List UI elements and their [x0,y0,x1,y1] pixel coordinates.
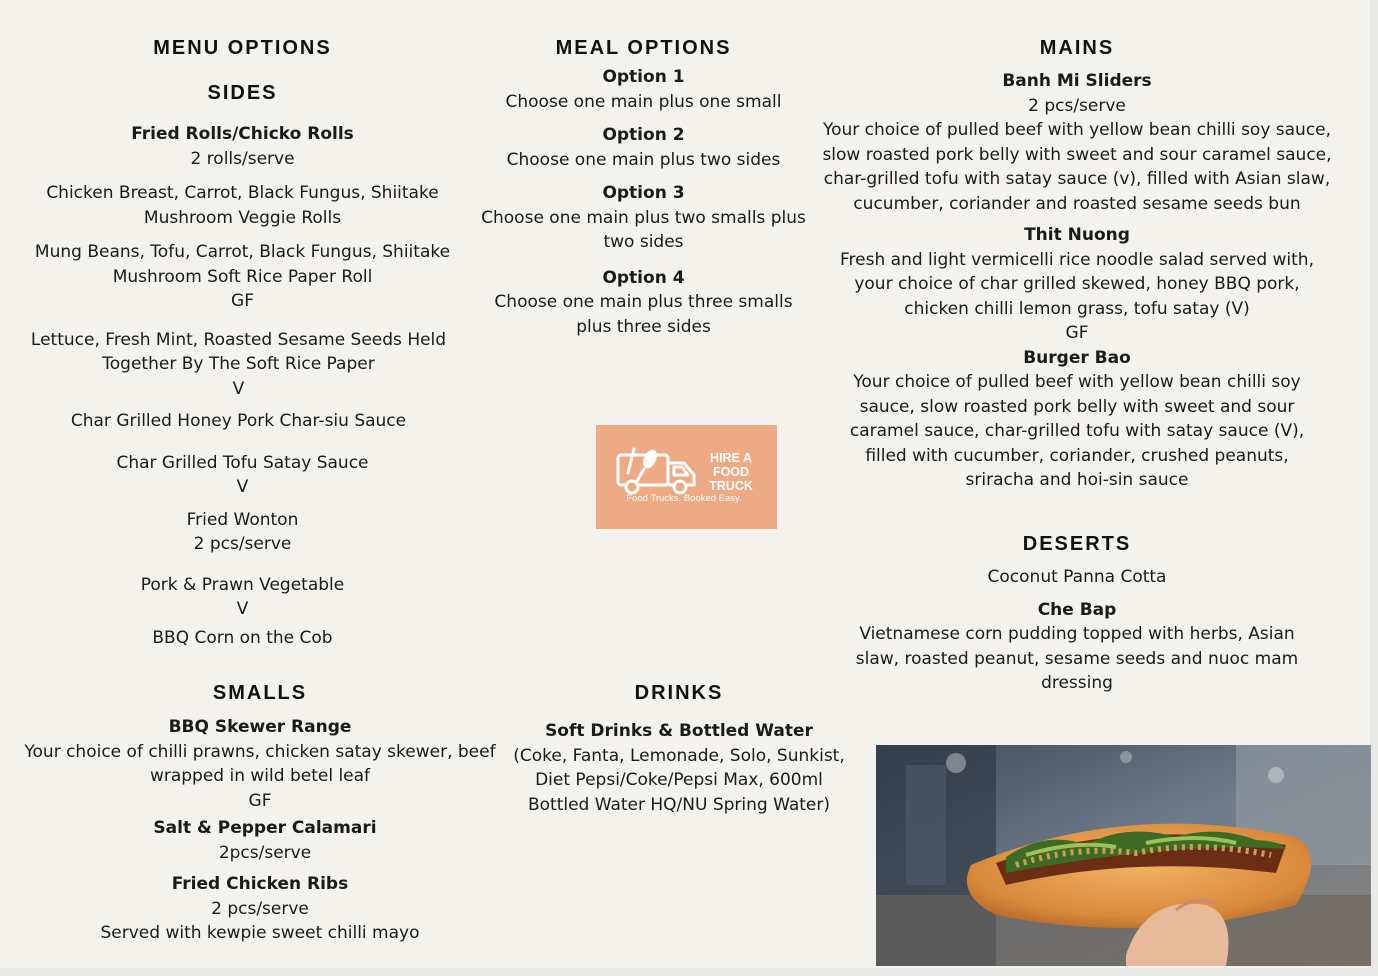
mains-section [808,37,1346,493]
option-desc: Choose one main plus three smalls [494,292,793,312]
small-item-name: Fried Chicken Ribs [171,874,349,894]
hire-a-food-truck-logo [596,425,777,529]
dietary-tag: GF [231,291,254,311]
drinks-heading: DRINKS [634,682,724,704]
main-item-line: char-grilled tofu with satay sauce (v), filled with Asian slaw, [823,169,1331,189]
side-item-line: Fried Wonton [186,509,299,530]
option-title: Option 2 [602,125,685,145]
drink-item-name: Soft Drinks & Bottled Water [545,721,813,741]
main-item-line: Your choice of pulled beef with yellow bean chilli soy sauce, [822,120,1332,140]
side-item-line: Lettuce, Fresh Mint, Roasted Sesame Seeds Held [30,329,447,350]
deserts-section [808,533,1346,696]
meal-options-section [470,37,817,339]
logo-line: TRUCK [709,479,753,493]
main-item-line: your choice of char grilled skewed, honey BBQ pork, [854,274,1300,294]
option-title: Option 3 [602,183,685,203]
small-item-name: BBQ Skewer Range [168,717,352,737]
drink-item-line: Bottled Water HQ/NU Spring Water) [527,794,831,815]
logo-line: HIRE A [710,451,752,465]
side-item-line: Char Grilled Honey Pork Char-siu Sauce [70,411,407,431]
smalls-section [20,682,500,946]
desert-item-name: Che Bap [1037,599,1117,620]
main-item-name: Banh Mi Sliders [1002,71,1152,91]
main-item-line: Your choice of pulled beef with yellow bean chilli soy [853,372,1301,392]
side-item-line: Together By The Soft Rice Paper [102,354,375,374]
side-item-line: Chicken Breast, Carrot, Black Fungus, Shiitake [46,183,439,203]
main-item-line: sauce, slow roasted pork belly with sweet and sour [859,396,1295,417]
logo-line: FOOD [712,465,750,479]
dietary-tag: GF [1065,323,1089,343]
main-item-serve: 2 pcs/serve [1028,95,1126,116]
smalls-heading: SMALLS [212,682,308,704]
small-item-serve: 2 pcs/serve [211,898,309,919]
side-item-name: Fried Rolls/Chicko Rolls [131,124,354,144]
main-item-name: Burger Bao [1023,347,1131,368]
main-item-line: caramel sauce, char-grilled tofu with satay sauce (V), [849,421,1305,441]
main-item-line: cucumber, coriander and roasted sesame seeds bun [853,193,1301,214]
dietary-tag: V [232,378,245,399]
dietary-tag: V [236,599,249,619]
option-title: Option 1 [602,67,685,87]
small-item-line: Served with kewpie sweet chilli mayo [100,923,420,943]
desert-item-name: Coconut Panna Cotta [987,567,1167,587]
desert-item-line: slaw, roasted peanut, sesame seeds and nuoc mam [855,648,1299,669]
side-item-line: Mushroom Soft Rice Paper Roll [112,266,373,287]
logo-wordmark [700,451,762,493]
desert-item-line: Vietnamese corn pudding topped with herbs, Asian [859,624,1295,644]
menu-options-heading: MENU OPTIONS [153,37,332,59]
logo-tagline: Food Trucks. Booked Easy. [626,493,742,504]
main-item-line: sriracha and hoi-sin sauce [965,470,1189,490]
drink-item-line: Diet Pepsi/Coke/Pepsi Max, 600ml [535,770,823,790]
drink-item-line: (Coke, Fanta, Lemonade, Solo, Sunkist, [513,745,845,766]
mains-heading: MAINS [1039,37,1115,59]
meal-options-heading: MEAL OPTIONS [555,37,732,59]
small-item-name: Salt & Pepper Calamari [153,818,377,838]
main-item-line: chicken chilli lemon grass, tofu satay (V) [904,298,1250,319]
option-desc: Choose one main plus one small [505,91,782,112]
banh-mi-photo [876,745,1371,966]
side-item-line: Char Grilled Tofu Satay Sauce [116,452,369,473]
side-item-line: Pork & Prawn Vegetable [140,574,345,595]
main-item-line: slow roasted pork belly with sweet and sour caramel sauce, [822,144,1332,165]
drinks-section [500,682,858,817]
option-desc: plus three sides [576,316,711,337]
option-desc: Choose one main plus two sides [506,149,781,170]
main-item-name: Thit Nuong [1024,225,1130,245]
side-item-line: Mushroom Veggie Rolls [143,207,342,228]
option-desc: two sides [603,232,684,252]
option-title: Option 4 [602,267,685,288]
sides-section [20,37,465,650]
dietary-tag: V [236,477,249,497]
side-item-line: BBQ Corn on the Cob [152,627,333,648]
side-item-serve: 2 pcs/serve [193,534,292,554]
dietary-tag: GF [248,790,272,811]
desert-item-line: dressing [1041,673,1113,693]
sides-heading: SIDES [207,82,278,104]
small-item-serve: 2pcs/serve [218,842,312,863]
side-item-serve: 2 rolls/serve [190,148,295,169]
deserts-heading: DESERTS [1022,533,1132,555]
main-item-line: filled with cucumber, coriander, crushed peanuts, [865,445,1289,466]
side-item-line: Mung Beans, Tofu, Carrot, Black Fungus, Shiitake [34,242,451,262]
small-item-line: wrapped in wild betel leaf [149,766,371,786]
option-desc: Choose one main plus two smalls plus [481,207,806,228]
main-item-line: Fresh and light vermicelli rice noodle salad served with, [840,249,1314,270]
small-item-line: Your choice of chilli prawns, chicken satay skewer, beef [24,741,496,762]
